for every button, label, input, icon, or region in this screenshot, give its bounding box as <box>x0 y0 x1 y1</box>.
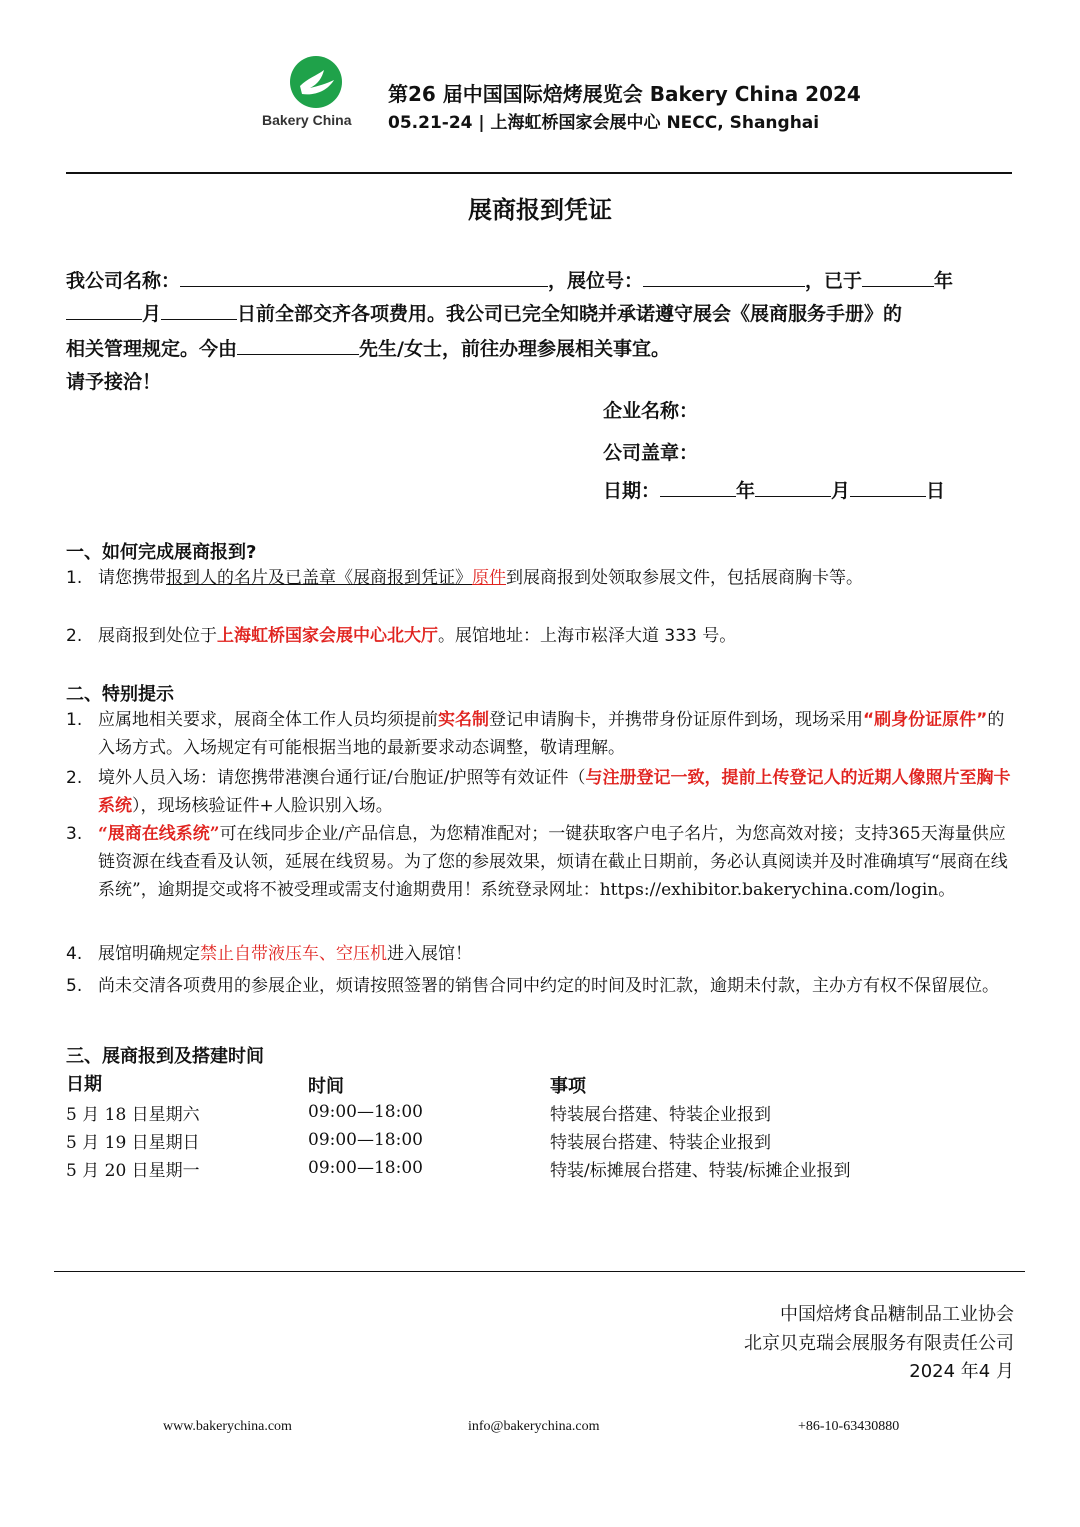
item-highlight: 禁止自带液压车、空压机 <box>200 944 387 964</box>
form-line-1 <box>66 266 953 293</box>
item-number: 5. <box>66 976 83 996</box>
issue-date: 2024 年4 月 <box>909 1361 1014 1382</box>
date-label: 日期： <box>603 480 661 502</box>
sig-month-label: 月 <box>831 480 851 502</box>
item-text: 应属地相关要求，展商全体工作人员均须提前 <box>98 710 438 730</box>
month-label: 月 <box>142 303 162 325</box>
item-number: 2. <box>66 626 83 646</box>
section1-item-1 <box>66 564 1021 592</box>
website-link[interactable]: www.bakerychina.com <box>163 1419 292 1434</box>
section1-heading: 一、如何完成展商报到? <box>66 542 257 563</box>
section2-item-5 <box>66 972 1021 1000</box>
section2-item-4 <box>66 940 1021 968</box>
item-highlight: “刷身份证原件” <box>863 710 988 730</box>
organizer-2: 北京贝克瑞会展服务有限责任公司 <box>744 1333 1014 1354</box>
company-label: 我公司名称： <box>66 270 181 292</box>
item-number: 3. <box>66 824 83 844</box>
table-cell-time: 09:00—18:00 <box>308 1158 423 1178</box>
since-label: ，已于 <box>805 270 863 292</box>
table-cell-item: 特装展台搭建、特装企业报到 <box>550 1133 771 1153</box>
logo-text: Bakery China <box>262 112 352 128</box>
item-highlight: “展商在线系统” <box>98 824 220 844</box>
table-cell-date: 5 月 18 日星期六 <box>66 1105 200 1125</box>
section2-item-3 <box>66 820 1021 904</box>
table-cell-item: 特装展台搭建、特装企业报到 <box>550 1105 771 1125</box>
col-header-time: 时间 <box>308 1076 344 1097</box>
sig-day-blank[interactable] <box>850 478 926 497</box>
event-dates-venue: 05.21-24 | 上海虹桥国家会展中心 NECC, Shanghai <box>388 113 820 133</box>
year-label: 年 <box>934 270 954 292</box>
table-cell-date: 5 月 20 日星期一 <box>66 1161 200 1181</box>
payment-statement: 日前全部交齐各项费用。我公司已完全知晓并承诺遵守展会《展商服务手册》的 <box>237 303 903 325</box>
item-text: 请您携带 <box>98 568 166 588</box>
date-line <box>603 476 945 503</box>
phone-number: +86-10-63430880 <box>798 1419 900 1434</box>
col-header-item: 事项 <box>550 1076 586 1097</box>
sig-day-label: 日 <box>926 480 946 502</box>
form-line-2 <box>66 299 902 326</box>
footer-divider <box>54 1271 1025 1272</box>
month-blank[interactable] <box>66 301 142 320</box>
header-divider <box>66 172 1012 174</box>
company-seal-label: 公司盖章： <box>603 442 699 464</box>
item-number: 1. <box>66 568 83 588</box>
table-cell-time: 09:00—18:00 <box>308 1102 423 1122</box>
item-highlight: 上海虹桥国家会展中心北大厅 <box>217 626 438 646</box>
item-highlight: 实名制 <box>438 710 489 730</box>
item-text: 境外人员入场：请您携带港澳台通行证/台胞证/护照等有效证件（ <box>98 768 586 788</box>
email-link[interactable]: info@bakerychina.com <box>468 1419 600 1434</box>
event-title: 第26 届中国国际焙烤展览会 Bakery China 2024 <box>388 82 861 106</box>
col-header-date: 日期 <box>66 1074 102 1095</box>
company-name-label: 企业名称： <box>603 400 699 422</box>
item-text: 进入展馆！ <box>387 944 472 964</box>
item-text: 的入场方式。入场规定有可能根据当地的最新要求动态调整，敬请理解。 <box>98 710 1005 758</box>
page-title: 展商报到凭证 <box>468 196 612 224</box>
day-blank[interactable] <box>161 301 237 320</box>
item-text: 展馆明确规定 <box>98 944 200 964</box>
delegate-purpose: 先生/女士，前往办理参展相关事宜。 <box>359 338 670 360</box>
section2-item-1 <box>66 706 1021 762</box>
year-blank[interactable] <box>862 268 934 287</box>
item-number: 4. <box>66 944 83 964</box>
item-text: 尚未交清各项费用的参展企业，烦请按照签署的销售合同中约定的时间及时汇款，逾期未付款，主办方有权不保留展位。 <box>98 976 999 996</box>
table-cell-time: 09:00—18:00 <box>308 1130 423 1150</box>
logo-icon <box>290 56 342 108</box>
form-line-3 <box>66 334 670 361</box>
item-underlined: 报到人的名片及已盖章《展商报到凭证》 <box>166 568 472 588</box>
item-highlight: 与注册登记一致，提前上传登记人的近期人像照片至胸卡系统 <box>98 768 1011 816</box>
item-highlight: 原件 <box>472 568 506 588</box>
delegate-name-blank[interactable] <box>237 336 359 355</box>
item-number: 1. <box>66 710 83 730</box>
sig-month-blank[interactable] <box>755 478 831 497</box>
section3-heading: 三、展商报到及搭建时间 <box>66 1046 264 1067</box>
sig-year-blank[interactable] <box>660 478 736 497</box>
section2-item-2 <box>66 764 1021 820</box>
sig-year-label: 年 <box>736 480 756 502</box>
bird-icon <box>290 56 342 108</box>
item-text: 登记申请胸卡，并携带身份证原件到场，现场采用 <box>489 710 863 730</box>
item-text: ），现场核验证件+人脸识别入场。 <box>132 796 393 816</box>
table-cell-date: 5 月 19 日星期日 <box>66 1133 200 1153</box>
form-line-4: 请予接洽！ <box>66 371 162 393</box>
section1-item-2 <box>66 622 1021 650</box>
item-number: 2. <box>66 768 83 788</box>
item-text: 到展商报到处领取参展文件，包括展商胸卡等。 <box>506 568 863 588</box>
item-text: 。展馆地址：上海市崧泽大道 333 号。 <box>438 626 737 646</box>
section2-heading: 二、特别提示 <box>66 684 174 705</box>
item-text: 展商报到处位于 <box>98 626 217 646</box>
company-name-blank[interactable] <box>180 268 548 287</box>
delegate-intro: 相关管理规定。今由 <box>66 338 238 360</box>
table-cell-item: 特装/标摊展台搭建、特装/标摊企业报到 <box>550 1161 851 1181</box>
booth-number-blank[interactable] <box>643 268 805 287</box>
organizer-1: 中国焙烤食品糖制品工业协会 <box>780 1304 1014 1325</box>
item-text: 可在线同步企业/产品信息，为您精准配对；一键获取客户电子名片，为您高效对接；支持365天海量供应链资源在线查看及认领，延展在线贸易。为了您的参展效果，烦请在截止日期前，务必认真阅读并及时准确填写“展商在线系统”，逾期提交或将不被受理或需支付逾期费用！系统登录网址：https://exhibitor.bakerychina.com/login。 <box>98 824 1008 900</box>
booth-label: ，展位号： <box>548 270 644 292</box>
